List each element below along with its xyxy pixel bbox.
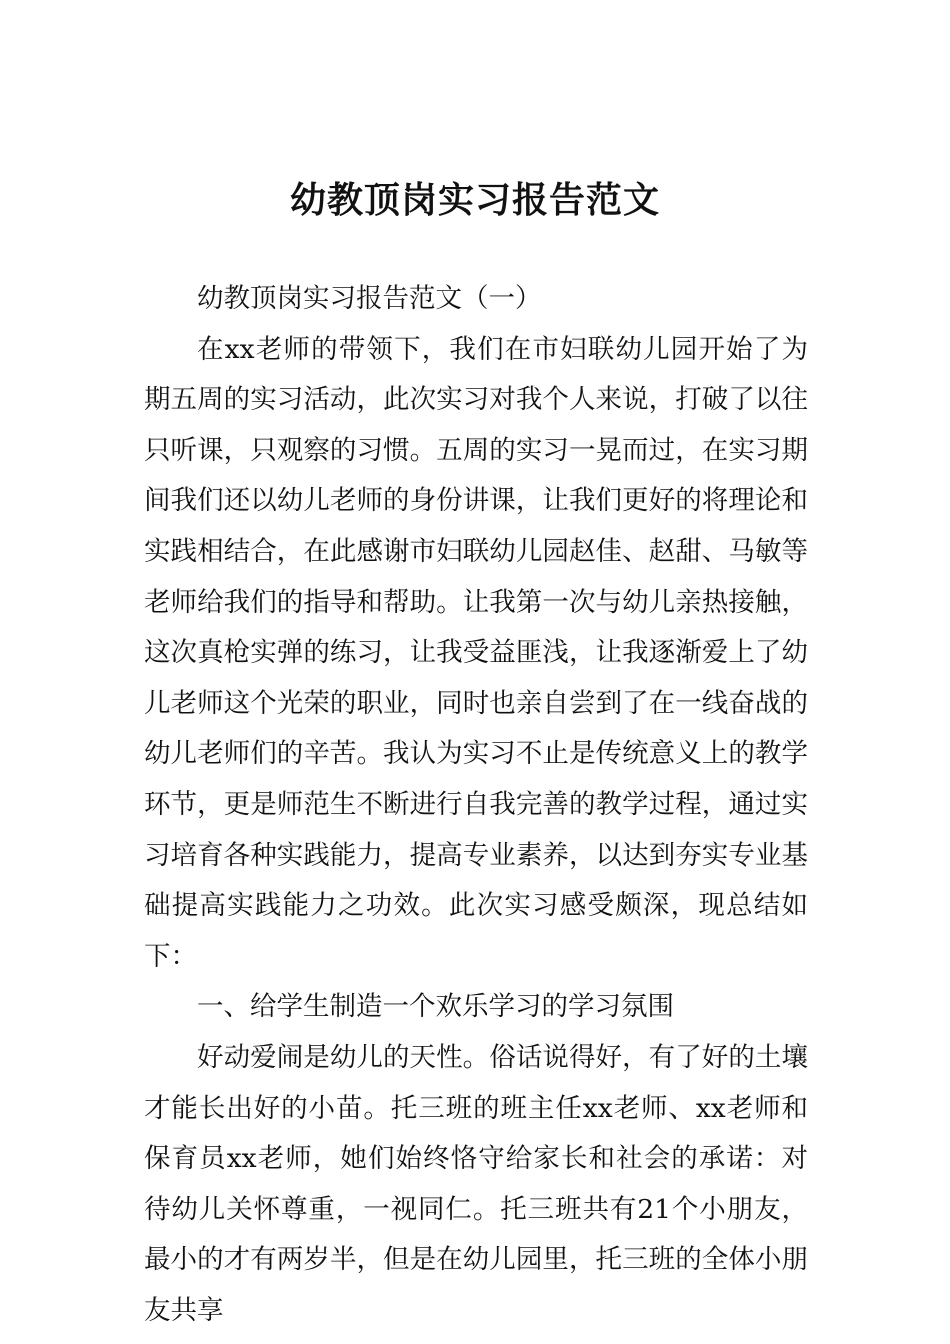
section-heading-1: 一、给学生制造一个欢乐学习的学习氛围 [197,991,674,1023]
paragraph-section-1: 好动爱闹是幼儿的天性。俗话说得好，有了好的土壤才能长出好的小苗。托三班的班主任xx老师、xx老师和保育员xx老师，她们始终恪守给家长和社会的承诺：对待幼儿关怀尊重，一视同仁。托三班共有21个小朋友，最小的才有两岁半，但是在幼儿园里，托三班的全体小朋友共享 [144,1041,808,1326]
document-title: 幼教顶岗实习报告范文 [289,180,660,221]
document-body [144,274,808,1336]
section-subtitle: 幼教顶岗实习报告范文（一） [197,283,542,314]
paragraph-intro: 在xx老师的带领下，我们在市妇联幼儿园开始了为期五周的实习活动，此次实习对我个人来说，打破了以往只听课，只观察的习惯。五周的实习一晃而过，在实习期间我们还以幼儿老师的身份讲课，让我们更好的将理论和实践相结合，在此感谢市妇联幼儿园赵佳、赵甜、马敏等老师给我们的指导和帮助。让我第一次与幼儿亲热接触，这次真枪实弹的练习，让我受益匪浅，让我逐渐爱上了幼儿老师这个光荣的职业，同时也亲自尝到了在一线奋战的幼儿老师们的辛苦。我认为实习不止是传统意义上的教学环节，更是师范生不断进行自我完善的教学过程，通过实习培育各种实践能力，提高专业素养，以达到夯实专业基础提高实践能力之功效。此次实习感受颇深，现总结如下： [144,333,808,972]
